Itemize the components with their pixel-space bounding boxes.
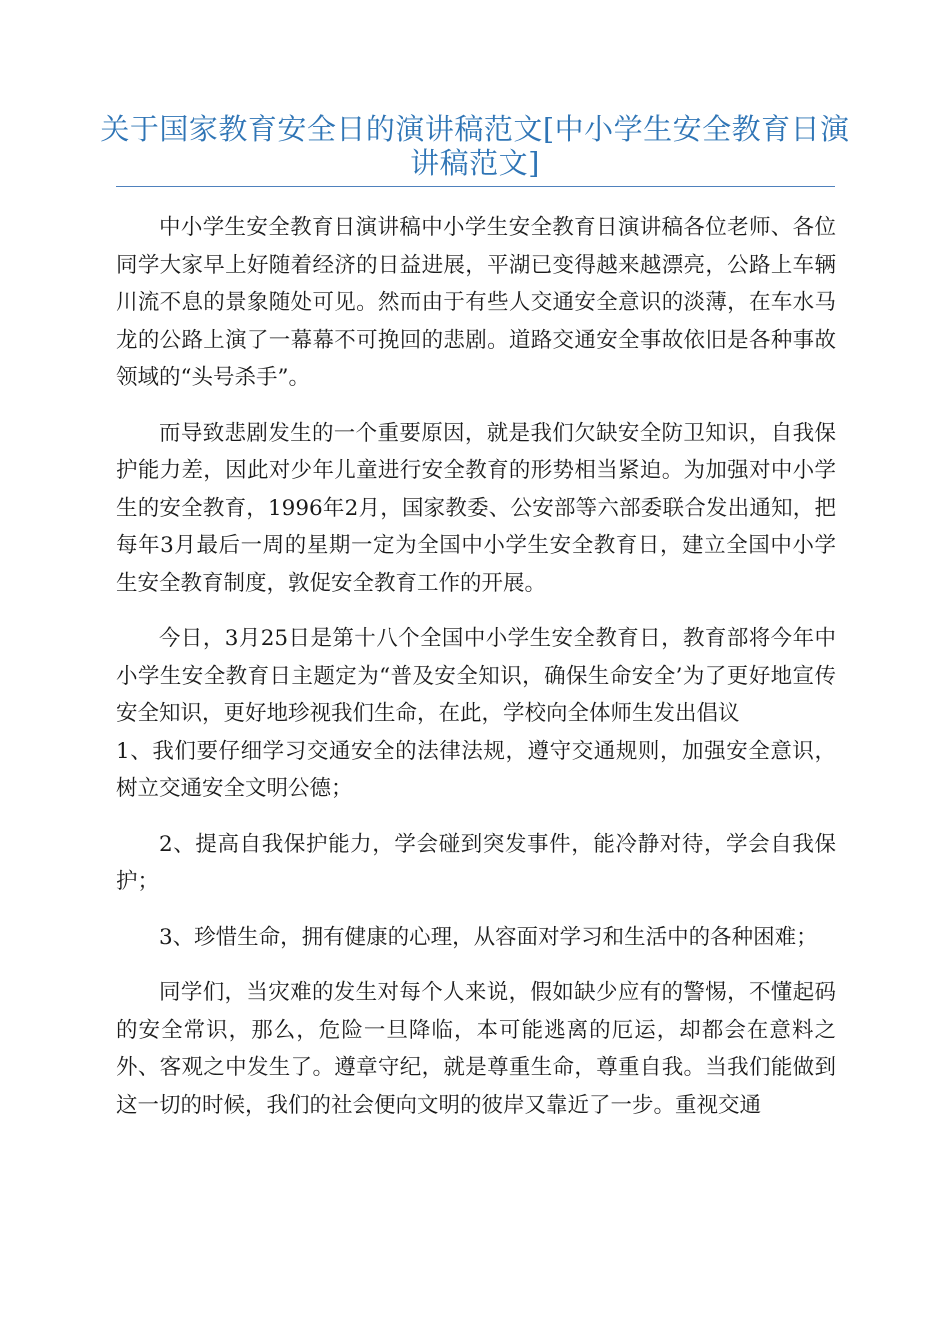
paragraph-closing: 同学们，当灾难的发生对每个人来说，假如缺少应有的警惕，不懂起码的安全常识，那么，危险一旦降临，本可能逃离的厄运，却都会在意料之外、客观之中发生了。遵章守纪，就是尊重生命，尊重自我。当我们能做到这一切的时候，我们的社会便向文明的彼岸又靠近了一步。重视交通 — [116, 980, 836, 1118]
document-title: 关于国家教育安全日的演讲稿范文[中小学生安全教育日演讲稿范文] — [100, 112, 850, 180]
paragraph-cause: 而导致悲剧发生的一个重要原因，就是我们欠缺安全防卫知识，自我保护能力差，因此对少年儿童进行安全教育的形势相当紧迫。为加强对中小学生的安全教育，1996年2月，国家教委、公安部等六部委联合发出通知，把每年3月最后一周的星期一定为全国中小学生安全教育日，建立全国中小学生安全教育制度，敦促安全教育工作的开展。 — [116, 420, 836, 596]
document-body — [116, 209, 836, 1142]
paragraph-proposal-2: 2、提高自我保护能力，学会碰到突发事件，能冷静对待，学会自我保护； — [116, 831, 836, 894]
paragraph-proposal-3: 3、珍惜生命，拥有健康的心理，从容面对学习和生活中的各种困难； — [159, 924, 818, 950]
paragraph-safety-day: 今日，3月25日是第十八个全国中小学生安全教育日，教育部将今年中小学生安全教育日主题定为“普及安全知识，确保生命安全’为了更好地宣传安全知识，更好地珍视我们生命，在此，学校向全体师生发出倡议 — [116, 626, 836, 726]
paragraph-intro: 中小学生安全教育日演讲稿中小学生安全教育日演讲稿各位老师、各位同学大家早上好随着经济的日益进展，平湖已变得越来越漂亮，公路上车辆川流不息的景象随处可见。然而由于有些人交通安全意识的淡薄，在车水马龙的公路上演了一幕幕不可挽回的悲剧。道路交通安全事故依旧是各种事故领域的“头号杀手”。 — [116, 215, 836, 390]
title-underline — [116, 186, 835, 187]
paragraph-proposal-1: 1、我们要仔细学习交通安全的法律法规，遵守交通规则，加强安全意识，树立交通安全文明公德； — [116, 738, 836, 801]
